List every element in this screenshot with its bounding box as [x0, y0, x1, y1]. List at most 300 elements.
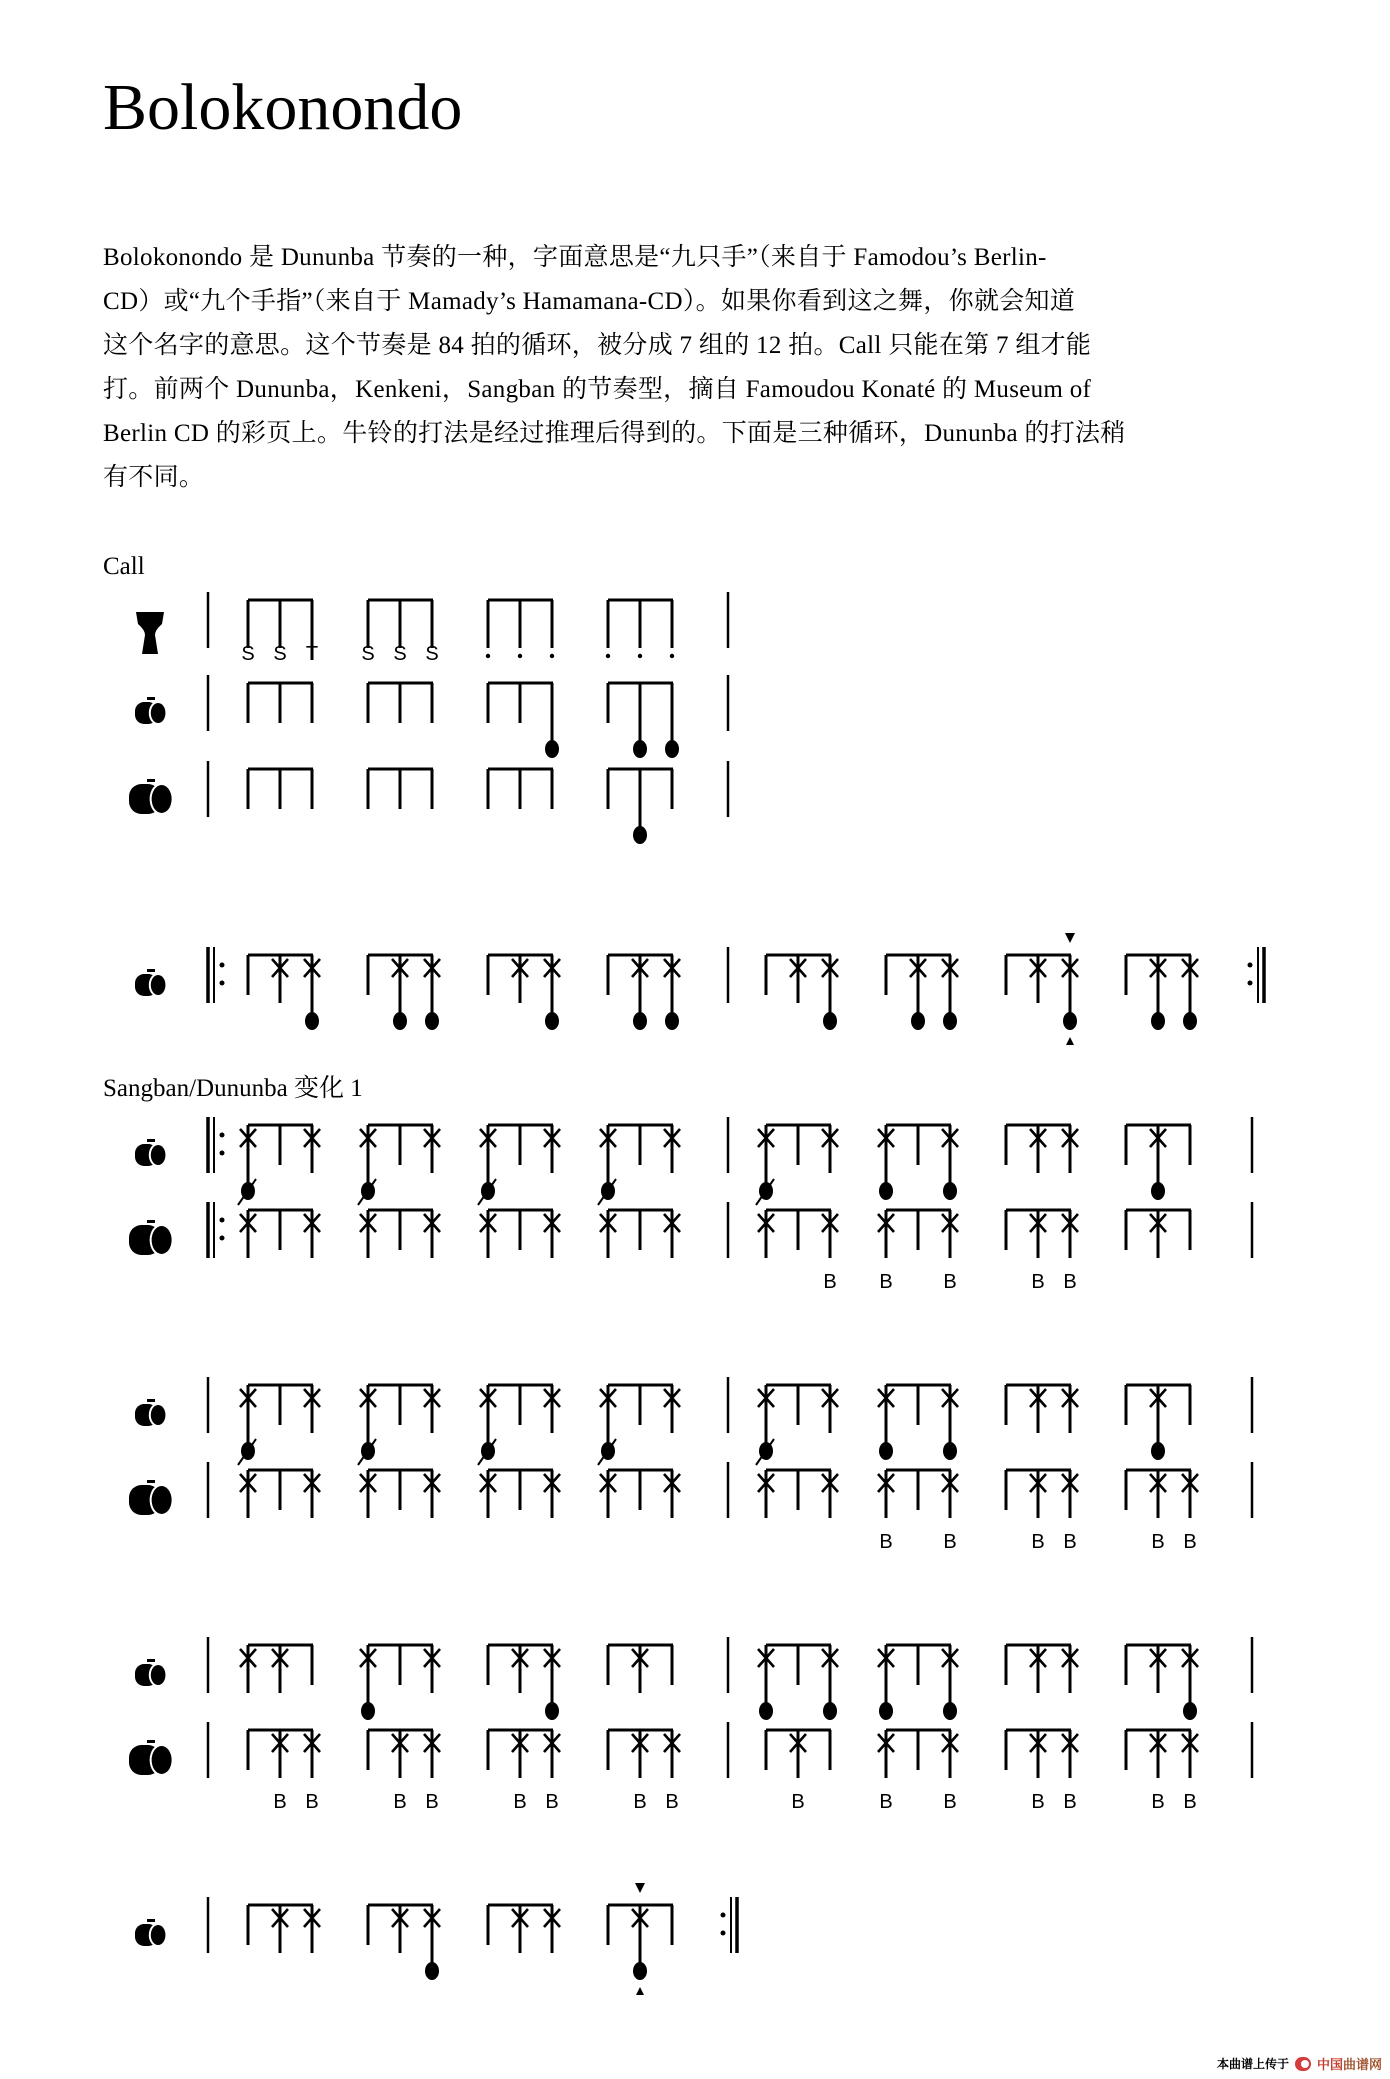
beat-group [358, 1385, 440, 1465]
beat [1062, 1210, 1078, 1293]
drum-stroke-dot [943, 1442, 957, 1460]
beat-group [241, 600, 318, 665]
beat-group [478, 1125, 560, 1205]
beat-group [878, 1645, 958, 1720]
beat-group [358, 1125, 440, 1205]
beat-group [368, 955, 440, 1030]
beat [240, 1645, 256, 1693]
stave-dununba [129, 1462, 1252, 1553]
bass-label: B [1063, 1791, 1077, 1813]
beat [480, 1470, 496, 1518]
beat-group [1126, 1730, 1198, 1813]
beat [1062, 1730, 1078, 1813]
drum-stroke-dot [879, 1442, 893, 1460]
beat [758, 1645, 774, 1720]
beat [360, 1645, 376, 1720]
beat [478, 1125, 496, 1205]
beat [1030, 1470, 1046, 1553]
accent-down-icon [1065, 933, 1075, 943]
beat-group [756, 1125, 838, 1205]
accent-up-icon [636, 1987, 644, 1995]
beat-group [758, 1470, 838, 1518]
drum-stroke-dot [943, 1182, 957, 1200]
beat-group [1126, 1385, 1191, 1460]
sangban-icon [129, 779, 174, 815]
beat [238, 1125, 256, 1205]
drum-stroke-dot [879, 1702, 893, 1720]
beat [878, 1385, 894, 1460]
drum-stroke-dot [1151, 1182, 1165, 1200]
beat [360, 1470, 376, 1518]
beat [392, 1905, 408, 1953]
beat-group [878, 1125, 958, 1200]
bass-label: B [1183, 1791, 1197, 1813]
beat [358, 1385, 376, 1465]
beat [942, 1125, 958, 1200]
beat [1182, 1730, 1198, 1813]
drum-stroke-dot [305, 1012, 319, 1030]
beat-group [878, 1730, 958, 1813]
beat [544, 1125, 560, 1173]
beat [480, 1210, 496, 1258]
beat-group [878, 1470, 958, 1553]
beat-group [360, 1210, 440, 1258]
bass-label: B [943, 1531, 957, 1553]
beat [1150, 1645, 1166, 1693]
stroke-label: S [425, 643, 439, 665]
beat [633, 769, 647, 844]
drum-stroke-dot [545, 1702, 559, 1720]
bass-label: B [1031, 1271, 1045, 1293]
beat [544, 1645, 560, 1720]
beat [544, 1210, 560, 1258]
bass-label: B [1063, 1531, 1077, 1553]
beat [1182, 1645, 1198, 1720]
kenkeni-icon [135, 697, 167, 725]
beat [598, 1125, 616, 1205]
beat [878, 1125, 894, 1200]
beat-group [368, 1905, 440, 1980]
beat [512, 1905, 528, 1953]
kenkeni-icon [135, 1399, 167, 1427]
kenkeni-icon [135, 1139, 167, 1167]
beat [1150, 1125, 1166, 1200]
beat-group [488, 1645, 560, 1720]
stave-djembe [136, 592, 728, 665]
beat [544, 1470, 560, 1518]
beat [304, 1210, 320, 1258]
beat [518, 600, 522, 658]
stave-kenkeni [135, 1117, 1252, 1205]
beat [304, 1385, 320, 1433]
page-title: Bolokonondo [103, 71, 463, 144]
beat [664, 1470, 680, 1518]
beat-group [360, 1645, 440, 1720]
beat-group [238, 1125, 320, 1205]
bass-label: B [1151, 1531, 1165, 1553]
drum-stroke-dot [425, 1012, 439, 1030]
drum-stroke-dot [393, 1012, 407, 1030]
beat [822, 1210, 838, 1293]
beat-group [608, 1883, 673, 1995]
bass-label: B [665, 1791, 679, 1813]
beat [306, 600, 318, 665]
beat-group [361, 600, 438, 665]
bass-label: B [879, 1791, 893, 1813]
drum-stroke-dot [911, 1012, 925, 1030]
beat [822, 1470, 838, 1518]
beat-group [486, 600, 554, 658]
bass-label: B [879, 1531, 893, 1553]
beat [665, 683, 679, 758]
beat-group [756, 1385, 838, 1465]
beat [1182, 1470, 1198, 1553]
beat [424, 1905, 440, 1980]
beat-group [600, 1210, 680, 1258]
beat [424, 1125, 440, 1173]
drum-stroke-dot [545, 740, 559, 758]
beat-group [878, 1385, 958, 1460]
footer-watermark [1217, 2054, 1382, 2073]
dununba-icon [129, 1480, 174, 1516]
beat [756, 1125, 774, 1205]
rest-dot [518, 654, 522, 658]
beat-group [488, 955, 560, 1030]
bass-label: B [425, 1791, 439, 1813]
beat [822, 1125, 838, 1173]
beat [942, 1385, 958, 1460]
beat-group [1006, 1470, 1078, 1553]
beat [822, 1385, 838, 1433]
drum-stroke-dot [633, 740, 647, 758]
beat-group [886, 955, 958, 1030]
beat [1150, 1730, 1166, 1813]
beat [822, 955, 838, 1030]
dununba-icon [129, 1220, 174, 1256]
beat [664, 1125, 680, 1173]
beat [790, 955, 806, 1003]
beat-group [1006, 1730, 1078, 1813]
beat [756, 1385, 774, 1465]
beat [272, 955, 288, 1003]
beat-group [758, 1210, 838, 1293]
stroke-label: T [305, 643, 319, 665]
drum-stroke-dot [633, 1962, 647, 1980]
beat [600, 1470, 616, 1518]
beat [1150, 1210, 1166, 1258]
beat [304, 1125, 320, 1173]
beat [241, 600, 254, 665]
bass-label: B [1031, 1531, 1045, 1553]
stave-kenkeni [135, 1883, 737, 1995]
beat [486, 600, 490, 658]
beat [1062, 1470, 1078, 1553]
beat [304, 1470, 320, 1518]
bass-label: B [1031, 1791, 1045, 1813]
stave-kenkeni [135, 675, 728, 758]
beat-group [598, 1125, 680, 1205]
bass-label: B [393, 1791, 407, 1813]
beat [790, 1730, 806, 1813]
beat [664, 1730, 680, 1813]
beat [632, 955, 648, 1030]
beat-group [1126, 1645, 1198, 1720]
beat-group [1006, 1125, 1078, 1173]
beat [638, 600, 642, 658]
beat-group [1126, 1210, 1191, 1258]
beat [1062, 1645, 1078, 1693]
beat [632, 1730, 648, 1813]
beat [544, 1905, 560, 1953]
beat [1062, 1385, 1078, 1433]
beat-group [608, 1730, 680, 1813]
beat [822, 1645, 838, 1720]
beat [878, 1730, 894, 1813]
dununba-icon [129, 1740, 174, 1776]
beat-group [238, 1385, 320, 1465]
beat [392, 1730, 408, 1813]
site-logo-icon [1295, 2057, 1311, 2071]
stave-kenkeni [135, 933, 1264, 1045]
bass-label: B [545, 1791, 559, 1813]
beat-group [248, 1905, 320, 1953]
bass-label: B [305, 1791, 319, 1813]
beat [910, 955, 926, 1030]
beat [664, 1385, 680, 1433]
beat [304, 1905, 320, 1953]
accent-up-icon [1066, 1037, 1074, 1045]
drum-stroke-dot [665, 740, 679, 758]
beat-group [608, 683, 679, 758]
beat-group [608, 1645, 673, 1693]
rest-dot [550, 654, 554, 658]
beat-group [608, 955, 680, 1030]
drum-stroke-dot [1183, 1012, 1197, 1030]
beat [598, 1385, 616, 1465]
beat-group [248, 683, 313, 723]
beat [361, 600, 374, 665]
stroke-label: S [273, 643, 287, 665]
beat-group [598, 1385, 680, 1465]
beat-group [608, 769, 673, 844]
beat [240, 1470, 256, 1518]
beat [632, 1645, 648, 1693]
kenkeni-icon [135, 1919, 167, 1947]
beat [512, 1730, 528, 1813]
beat [606, 600, 610, 658]
bass-label: B [823, 1271, 837, 1293]
beat [424, 1730, 440, 1813]
drum-stroke-dot [1151, 1442, 1165, 1460]
kenkeni-icon [135, 969, 167, 997]
stroke-label: S [241, 643, 255, 665]
accent-down-icon [635, 1883, 645, 1893]
section-label-variation-1: Sangban/Dununba 变化 1 [103, 1075, 363, 1102]
beat [393, 600, 406, 665]
beat [878, 1470, 894, 1553]
stave-kenkeni [135, 1377, 1252, 1465]
intro-line: 这个名字的意思。这个节奏是 84 拍的循环，被分成 7 组的 12 拍。Call 只能在第 7 组才能 [103, 332, 1092, 359]
beat [424, 1470, 440, 1518]
beat-group [488, 683, 559, 758]
bass-label: B [1183, 1531, 1197, 1553]
kenkeni-icon [135, 1659, 167, 1687]
stroke-label: S [361, 643, 375, 665]
brand-name: 中国曲谱网 [1316, 2058, 1382, 2073]
beat-group [368, 769, 433, 809]
beat [1062, 1125, 1078, 1173]
beat-group [240, 1470, 320, 1518]
drum-stroke-dot [879, 1182, 893, 1200]
beat-group [766, 955, 838, 1030]
beat [544, 955, 560, 1030]
beat [425, 600, 438, 665]
beat-group [606, 600, 674, 658]
beat [550, 600, 554, 658]
beat-group [488, 769, 553, 809]
bass-label: B [943, 1271, 957, 1293]
beat [942, 1210, 958, 1293]
beat [632, 1883, 648, 1995]
stave-dununba [129, 1202, 1252, 1293]
bass-label: B [879, 1271, 893, 1293]
intro-line: 有不同。 [103, 464, 205, 491]
beat [392, 955, 408, 1030]
stave-sangban [129, 761, 728, 844]
beat [1030, 1385, 1046, 1433]
beat [424, 1385, 440, 1433]
beat [1030, 1645, 1046, 1693]
beat [304, 1730, 320, 1813]
beat [664, 955, 680, 1030]
rest-dot [638, 654, 642, 658]
beat [1150, 955, 1166, 1030]
beat [942, 1470, 958, 1553]
beat [1030, 1125, 1046, 1173]
rest-dot [670, 654, 674, 658]
beat [600, 1210, 616, 1258]
beat-group [368, 683, 433, 723]
beat [758, 1210, 774, 1258]
bass-label: B [273, 1791, 287, 1813]
drum-stroke-dot [1063, 1012, 1077, 1030]
beat-group [480, 1470, 560, 1518]
beat-group [1126, 1125, 1191, 1200]
djembe-icon [136, 612, 164, 654]
drum-stroke-dot [545, 1012, 559, 1030]
drum-stroke-dot [823, 1702, 837, 1720]
beat [942, 1730, 958, 1813]
beat-group [600, 1470, 680, 1518]
beat-group [878, 1210, 958, 1293]
drum-stroke-dot [361, 1702, 375, 1720]
beat-group [480, 1210, 560, 1258]
beat [1150, 1385, 1166, 1460]
drum-stroke-dot [943, 1012, 957, 1030]
intro-line: Bolokonondo 是 Dununba 节奏的一种，字面意思是“九只手”（来自于 Famodou’s Berlin- [103, 244, 1047, 271]
beat [544, 1385, 560, 1433]
beat [1182, 955, 1198, 1030]
stroke-label: S [393, 643, 407, 665]
beat [878, 1210, 894, 1293]
beat-group [488, 1730, 560, 1813]
drum-stroke-dot [759, 1702, 773, 1720]
drum-stroke-dot [665, 1012, 679, 1030]
beat [544, 1730, 560, 1813]
beat [272, 1730, 288, 1813]
beat-group [248, 955, 320, 1030]
beat-group [766, 1730, 831, 1813]
intro-line: CD）或“九个手指”（来自于 Mamady’s Hamamana-CD）。如果你看到这之舞，你就会知道 [103, 288, 1076, 315]
beat-group [1126, 1470, 1198, 1553]
bass-label: B [1151, 1791, 1165, 1813]
beat [240, 1210, 256, 1258]
beat-group [240, 1645, 313, 1693]
bass-label: B [633, 1791, 647, 1813]
beat [478, 1385, 496, 1465]
drum-stroke-dot [633, 1012, 647, 1030]
section-label-call: Call [103, 553, 145, 580]
beat-group [1006, 1210, 1078, 1293]
bass-label: B [791, 1791, 805, 1813]
beat-group [488, 1905, 560, 1953]
beat [512, 955, 528, 1003]
beat [1150, 1470, 1166, 1553]
beat [358, 1125, 376, 1205]
drum-stroke-dot [633, 826, 647, 844]
beat [424, 1210, 440, 1258]
drum-stroke-dot [425, 1962, 439, 1980]
beat [633, 683, 647, 758]
beat [512, 1645, 528, 1693]
rest-dot [486, 654, 490, 658]
beat-group [248, 769, 313, 809]
beat-group [1006, 933, 1078, 1045]
rest-dot [606, 654, 610, 658]
beat [424, 1645, 440, 1693]
beat [942, 1645, 958, 1720]
beat [1062, 933, 1078, 1045]
beat [238, 1385, 256, 1465]
beat [424, 955, 440, 1030]
beat-group [478, 1385, 560, 1465]
beat-group [368, 1730, 440, 1813]
bass-label: B [513, 1791, 527, 1813]
beat-group [1126, 955, 1198, 1030]
stave-kenkeni [135, 1637, 1252, 1720]
beat [1030, 955, 1046, 1003]
beat-group [248, 1730, 320, 1813]
drum-stroke-dot [823, 1012, 837, 1030]
beat [273, 600, 286, 665]
beat-group [1006, 1645, 1078, 1693]
bass-label: B [943, 1791, 957, 1813]
beat [1030, 1730, 1046, 1813]
stave-dununba [129, 1722, 1252, 1813]
beat [360, 1210, 376, 1258]
drum-stroke-dot [1151, 1012, 1165, 1030]
beat [664, 1210, 680, 1258]
beat-group [1006, 1385, 1078, 1433]
beat-group [360, 1470, 440, 1518]
intro-line: 打。前两个 Dununba，Kenkeni，Sangban 的节奏型，摘自 Famoudou Konaté 的 Museum of [103, 376, 1092, 403]
beat [942, 955, 958, 1030]
intro-line: Berlin CD 的彩页上。牛铃的打法是经过推理后得到的。下面是三种循环，Dununba 的打法稍 [103, 420, 1126, 447]
beat [1030, 1210, 1046, 1293]
beat-group [758, 1645, 838, 1720]
beat [304, 955, 320, 1030]
uploaded-text: 本曲谱上传于 [1216, 2057, 1289, 2071]
